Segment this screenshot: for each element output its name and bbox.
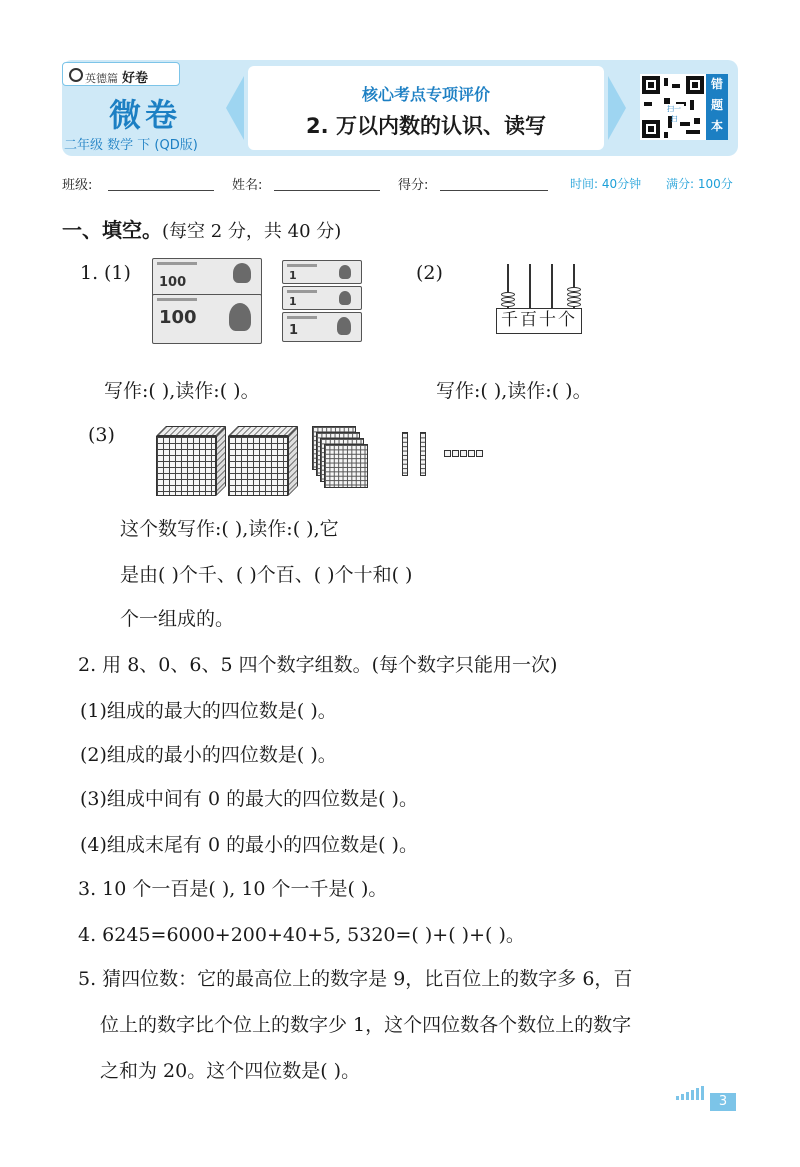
page-number: 3 (710, 1093, 736, 1111)
name-label: 姓名: (232, 178, 263, 193)
brand-small-text: 英德篇 (85, 72, 118, 85)
abacus-place-labels: 千百十个 (496, 308, 582, 334)
brand-logo-text: 好卷 (122, 71, 149, 86)
section-heading (62, 214, 341, 243)
abacus-rod-hundreds (529, 264, 531, 309)
page-subtitle: 核心考点专项评价 (361, 85, 490, 104)
q2-stem: 2. 用 8、0、6、5 四个数字组数。(每个数字只能用一次) (78, 654, 558, 676)
q1-part2-label: (2) (416, 262, 443, 284)
unit-cube (452, 450, 459, 457)
brand-block (62, 62, 220, 156)
section-heading-note: (每空 2 分，共 40 分) (162, 221, 342, 242)
ten-rod (420, 432, 426, 476)
q1-part3-line3: 个一组成的。 (120, 608, 235, 630)
abacus-bead (501, 302, 515, 307)
banknote-100-2: 100 (152, 294, 262, 344)
q1-number: 1. (80, 262, 99, 284)
qr-code-icon[interactable] (640, 74, 706, 140)
ten-rod (402, 432, 408, 476)
qr-side-text: 扫一扫 (664, 104, 684, 114)
abacus-bead (567, 287, 581, 292)
abacus-bead (501, 292, 515, 297)
q2-item-2[interactable]: (2)组成的最小的四位数是( )。 (80, 744, 337, 766)
q1-part1-answer[interactable]: 写作:( ),读作:( )。 (104, 380, 260, 402)
score-label: 得分: (398, 178, 429, 193)
class-label: 班级: (62, 178, 93, 193)
q5-line3[interactable]: 之和为 20。这个四位数是( )。 (100, 1060, 361, 1082)
unit-cube (468, 450, 475, 457)
q2-item-4[interactable]: (4)组成末尾有 0 的最小的四位数是( )。 (80, 834, 418, 856)
brand-tag (62, 62, 180, 86)
q1-part3-line1[interactable]: 这个数写作:( ),读作:( ),它 (120, 518, 339, 540)
title-panel (226, 66, 626, 150)
page-title: 2. 万以内数的认识、读写 (306, 114, 546, 138)
thousand-cube (228, 436, 288, 496)
time-limit: 时间: 40分钟 (570, 177, 642, 191)
banknote-1-3: 1 (282, 312, 362, 342)
abacus-rod-tens (551, 264, 553, 309)
abacus-bead (567, 297, 581, 302)
q1-part2-answer[interactable]: 写作:( ),读作:( )。 (436, 380, 592, 402)
name-field[interactable] (274, 190, 380, 191)
class-field[interactable] (108, 190, 214, 191)
brand-logo-icon (69, 68, 83, 82)
abacus-bead (567, 292, 581, 297)
unit-cube (476, 450, 483, 457)
section-heading-title: 一、填空。 (62, 218, 162, 242)
q5-line2: 位上的数字比个位上的数字少 1，这个四位数各个数位上的数字 (100, 1014, 632, 1036)
q2-item-3[interactable]: (3)组成中间有 0 的最大的四位数是( )。 (80, 788, 418, 810)
unit-cube (444, 450, 451, 457)
abacus-bead (501, 297, 515, 302)
q1-part3-label: (3) (88, 424, 115, 446)
q2-item-1[interactable]: (1)组成的最大的四位数是( )。 (80, 700, 337, 722)
q4-text[interactable]: 4. 6245=6000+200+40+5, 5320=( )+( )+( )。 (78, 924, 525, 946)
banknote-1-2: 1 (282, 286, 362, 310)
wrong-question-book-tag[interactable]: 错题本 (706, 74, 728, 140)
q1-part1-label: (1) (104, 262, 131, 284)
grade-line: 二年级 数学 下 (QD版) (64, 138, 198, 153)
q1-part3-line2[interactable]: 是由( )个千、( )个百、( )个十和( ) (120, 564, 413, 586)
score-field[interactable] (440, 190, 548, 191)
full-score: 满分: 100分 (666, 177, 733, 191)
q5-line1: 5. 猜四位数：它的最高位上的数字是 9，比百位上的数字多 6，百 (78, 968, 633, 990)
q3-text[interactable]: 3. 10 个一百是( ), 10 个一千是( )。 (78, 878, 388, 900)
abacus-bead (567, 302, 581, 307)
banknote-100-1: 100 (152, 258, 262, 298)
thousand-cube (156, 436, 216, 496)
brand-title: 微卷 (108, 96, 181, 134)
hundred-flat (324, 444, 368, 488)
banknote-1-1: 1 (282, 260, 362, 284)
unit-cube (460, 450, 467, 457)
